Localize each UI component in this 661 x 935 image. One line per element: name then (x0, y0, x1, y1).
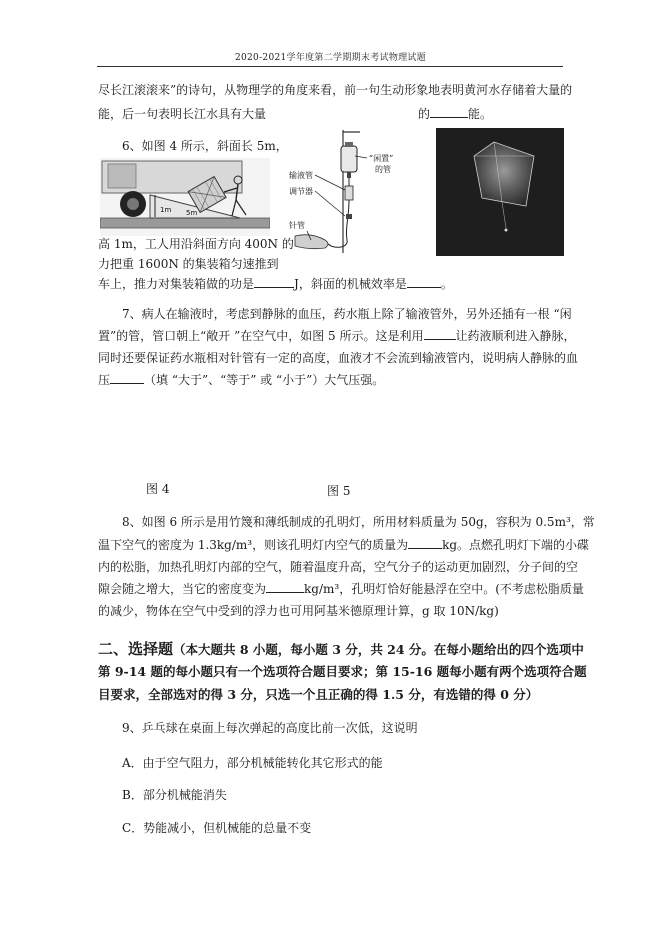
figure-5-caption: 图 5 (327, 484, 351, 498)
fig4-height-label: 1m (160, 206, 172, 214)
fig5-tube-label: 输液管 (289, 171, 313, 180)
section-2-line-2: 第 9-14 题的每小题只有一个选项符合题目要求；第 15-16 题每小题有两个选项符合题 (98, 664, 587, 679)
q5-line-2a: 能，后一句表明长江水具有大量 (98, 107, 267, 121)
q8-line-2 (98, 537, 589, 553)
q8-mass-blank[interactable] (408, 537, 442, 549)
q5-line-2b: 的 (418, 107, 431, 121)
q8-density-blank[interactable] (266, 581, 304, 593)
q9-stem: 9、乒乓球在桌面上每次弹起的高度比前一次低，这说明 (122, 721, 418, 735)
q8-line-2a: 温下空气的密度为 1.3kg/m³，则该孔明灯内空气的质量为 (98, 538, 409, 552)
q6-line-3: 力把重 1600N 的集装箱匀速推到 (98, 257, 279, 271)
fig5-needle-label: 针管 (289, 221, 305, 230)
q7-reason-blank[interactable] (424, 328, 456, 340)
q7-line-4 (98, 372, 384, 388)
q6-line-4 (98, 276, 453, 292)
figure-5-iv-drip-image (285, 128, 407, 256)
q5-line-1: 尽长江滚滚来”的诗句，从物理学的角度来看，前一句生动形象地表明黄河水存储着大量的 (98, 83, 573, 97)
q5-line-2c: 能。 (468, 107, 493, 121)
header-rule (97, 66, 563, 67)
page-header: 2020-2021学年度第二学期期末考试物理试题 (234, 53, 427, 63)
fig5-vent-label-2: 的管 (375, 165, 391, 174)
q8-line-4a: 隙会随之增大，当它的密度变为 (98, 582, 267, 596)
section-2-heading (98, 640, 584, 659)
section-2-line-1: （本大题共 8 小题，每小题 3 分，共 24 分。在每小题给出的四个选项中 (173, 642, 584, 657)
q7-line-2b: 让药液顺利进入静脉， (455, 329, 576, 343)
q6-line-1: 6、如图 4 所示，斜面长 5m， (122, 139, 288, 153)
section-2-line-3: 目要求，全部选对的得 3 分，只选一个且正确的得 1.5 分，有选错的得 0 分） (98, 687, 539, 702)
q8-line-5: 的减少，物体在空气中受到的浮力也可用阿基米德原理计算，g 取 10N/kg) (98, 604, 499, 618)
q7-pressure-blank[interactable] (110, 372, 144, 384)
q8-line-4 (98, 581, 584, 597)
q7-line-4b: （填 “大于”、“等于” 或 “小于”）大气压强。 (144, 373, 385, 387)
figure-6-sky-lantern-photo (436, 128, 564, 256)
q5-answer-blank[interactable] (430, 106, 468, 118)
fig4-length-label: 5m (186, 209, 198, 217)
figure-4-caption: 图 4 (146, 482, 170, 496)
fig5-regulator-label: 调节器 (289, 187, 313, 196)
q7-line-2a: 置”的管，管口朝上“敞开 ”在空气中，如图 5 所示。这是利用 (98, 329, 424, 343)
q5-line-2-tail (418, 106, 492, 122)
q7-line-3: 同时还要保证药水瓶相对针管有一定的高度，血液才不会流到输液管内，说明病人静脉的血 (98, 351, 579, 365)
fig5-vent-label: “闲置” (369, 154, 394, 163)
q8-line-1: 8、如图 6 所示是用竹篾和薄纸制成的孔明灯，所用材料质量为 50g，容积为 0.5m³，常 (122, 515, 595, 529)
q7-line-2 (98, 328, 576, 344)
q8-line-4b: kg/m³，孔明灯恰好能悬浮在空中。(不考虑松脂质量 (304, 582, 584, 596)
q9-option-a[interactable]: A．由于空气阻力，部分机械能转化其它形式的能 (122, 756, 383, 770)
section-2-title: 二、选择题 (98, 640, 174, 658)
figure-4-incline-image (100, 158, 270, 236)
q6-line-4a: 车上，推力对集装箱做的功是 (98, 277, 255, 291)
q5-line-2 (98, 106, 266, 122)
q7-line-1: 7、病人在输液时，考虑到静脉的血压，药水瓶上除了输液管外，另外还插有一根 “闲 (122, 307, 572, 321)
q7-line-4a: 压 (98, 373, 111, 387)
q6-line-2: 高 1m，工人用沿斜面方向 400N 的 (98, 237, 294, 251)
q6-line-4b: J，斜面的机械效率是 (294, 277, 407, 291)
q9-option-c[interactable]: C．势能减小，但机械能的总量不变 (122, 821, 312, 835)
q6-work-blank[interactable] (254, 276, 294, 288)
q9-option-b[interactable]: B．部分机械能消失 (122, 788, 227, 802)
q8-line-2b: kg。点燃孔明灯下端的小碟 (442, 538, 590, 552)
q6-efficiency-blank[interactable] (407, 276, 441, 288)
q6-line-4c: 。 (440, 277, 453, 291)
q8-line-3: 内的松脂，加热孔明灯内部的空气，随着温度升高，空气分子的运动更加剧烈，分子间的空 (98, 560, 579, 574)
